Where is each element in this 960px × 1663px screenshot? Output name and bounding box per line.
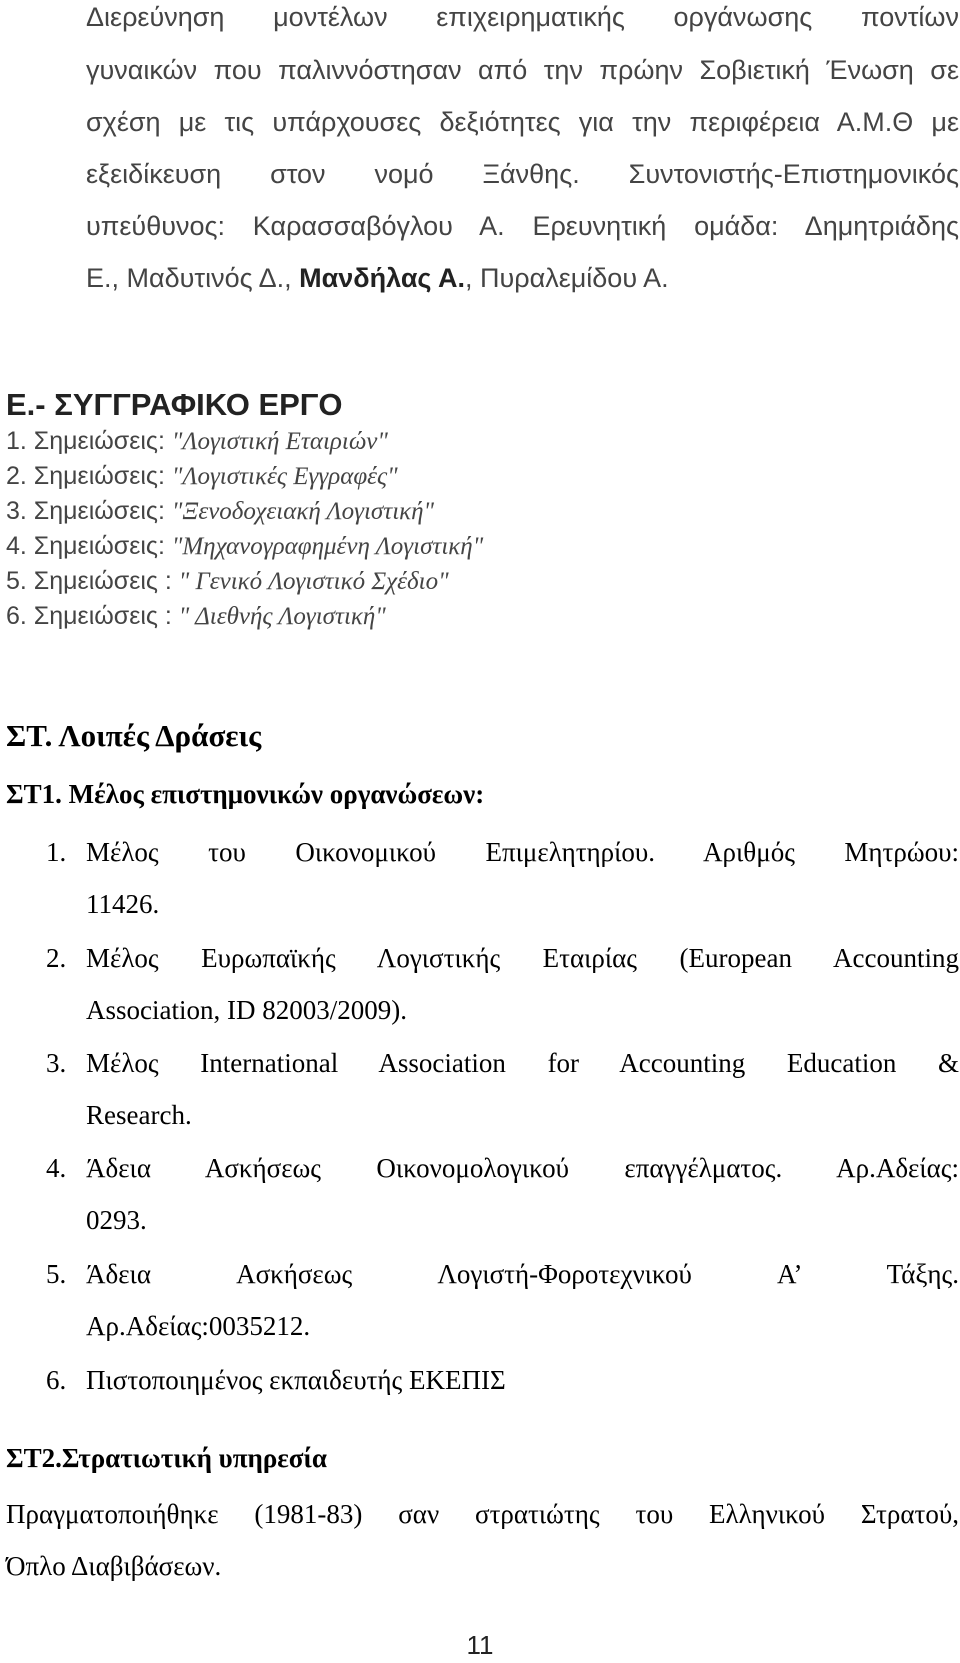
member-item-number: 2. (46, 943, 67, 973)
member-item-2-line-1: Μέλος Ευρωπαϊκής Λογιστικής Εταιρίας (European Accounting (86, 943, 959, 973)
note-item-title: "Ξενοδοχειακή Λογιστική" (171, 498, 435, 525)
note-item-5 (6, 567, 449, 596)
member-item-6-line-1: Πιστοποιημένος εκπαιδευτής ΕΚΕΠΙΣ (86, 1365, 506, 1395)
section-e-heading: Ε.- ΣΥΓΓΡΑΦΙΚΟ ΕΡΓΟ (6, 387, 343, 422)
section-st1-heading: ΣΤ1. Μέλος επιστημονικών οργανώσεων: (6, 779, 485, 809)
intro-line-2: γυναικών που παλιννόστησαν από την πρώην Σοβιετική Ένωση σε (86, 55, 959, 85)
intro-line-3: σχέση με τις υπάρχουσες δεξιότητες για την περιφέρεια Α.Μ.Θ με (86, 107, 959, 137)
member-item-1-line-2: 11426. (86, 889, 160, 919)
note-item-1 (6, 427, 388, 456)
note-item-prefix: 6. Σημειώσεις : (6, 602, 179, 630)
member-item-4-line-1: Άδεια Ασκήσεως Οικονομολογικού επαγγέλματος. Αρ.Αδείας: (86, 1153, 959, 1183)
note-item-title: "Μηχανογραφημένη Λογιστική" (171, 533, 484, 560)
intro-authors-before: Ε., Μαδυτινός Δ., (86, 263, 300, 293)
member-item-1-line-1: Μέλος του Οικονομικού Επιμελητηρίου. Αριθμός Μητρώου: (86, 837, 959, 867)
military-line-2: Όπλο Διαβιβάσεων. (6, 1551, 222, 1581)
intro-author-bold: Μανδήλας Α. (299, 263, 465, 293)
note-item-prefix: 2. Σημειώσεις: (6, 462, 172, 490)
intro-authors-after: , Πυραλεμίδου Α. (464, 263, 669, 293)
note-item-prefix: 1. Σημειώσεις: (6, 427, 172, 455)
member-item-number: 4. (46, 1153, 67, 1183)
note-item-title: " Γενικό Λογιστικό Σχέδιο" (178, 568, 449, 595)
member-item-5-line-1: Άδεια Ασκήσεως Λογιστή-Φοροτεχνικού Α’ Τάξης. (86, 1259, 959, 1289)
military-line-1: Πραγματοποιήθηκε (1981-83) σαν στρατιώτης του Ελληνικού Στρατού, (6, 1499, 959, 1529)
note-item-prefix: 3. Σημειώσεις: (6, 497, 172, 525)
page-number: 11 (466, 1630, 494, 1660)
note-item-title: "Λογιστικές Εγγραφές" (171, 463, 398, 490)
section-st-heading: ΣΤ. Λοιπές Δράσεις (6, 718, 262, 753)
section-st2-heading: ΣΤ2.Στρατιωτική υπηρεσία (6, 1443, 327, 1473)
member-item-3-line-2: Research. (86, 1100, 192, 1130)
note-item-title: "Λογιστική Εταιριών" (171, 428, 388, 455)
member-item-2-line-2: Association, ID 82003/2009). (86, 995, 407, 1025)
member-item-4-line-2: 0293. (86, 1205, 147, 1235)
note-item-6 (6, 602, 386, 631)
intro-line-4: εξειδίκευση στον νομό Ξάνθης. Συντονιστής-Επιστημονικός (86, 159, 959, 189)
member-item-3-line-1: Μέλος International Association for Accounting Education & (86, 1048, 959, 1078)
member-item-number: 6. (46, 1365, 67, 1395)
note-item-4 (6, 532, 483, 561)
note-item-3 (6, 497, 434, 526)
intro-line-6 (86, 263, 959, 293)
note-item-2 (6, 462, 398, 491)
member-item-5-line-2: Αρ.Αδείας:0035212. (86, 1311, 311, 1341)
intro-line-1: Διερεύνηση μοντέλων επιχειρηματικής οργάνωσης ποντίων (86, 2, 959, 32)
note-item-prefix: 5. Σημειώσεις : (6, 567, 179, 595)
note-item-title: " Διεθνής Λογιστική" (178, 603, 386, 630)
intro-line-5: υπεύθυνος: Καρασσαβόγλου Α. Ερευνητική ομάδα: Δημητριάδης (86, 211, 959, 241)
note-item-prefix: 4. Σημειώσεις: (6, 532, 172, 560)
member-item-number: 3. (46, 1048, 67, 1078)
member-item-number: 5. (46, 1259, 67, 1289)
member-item-number: 1. (46, 837, 67, 867)
